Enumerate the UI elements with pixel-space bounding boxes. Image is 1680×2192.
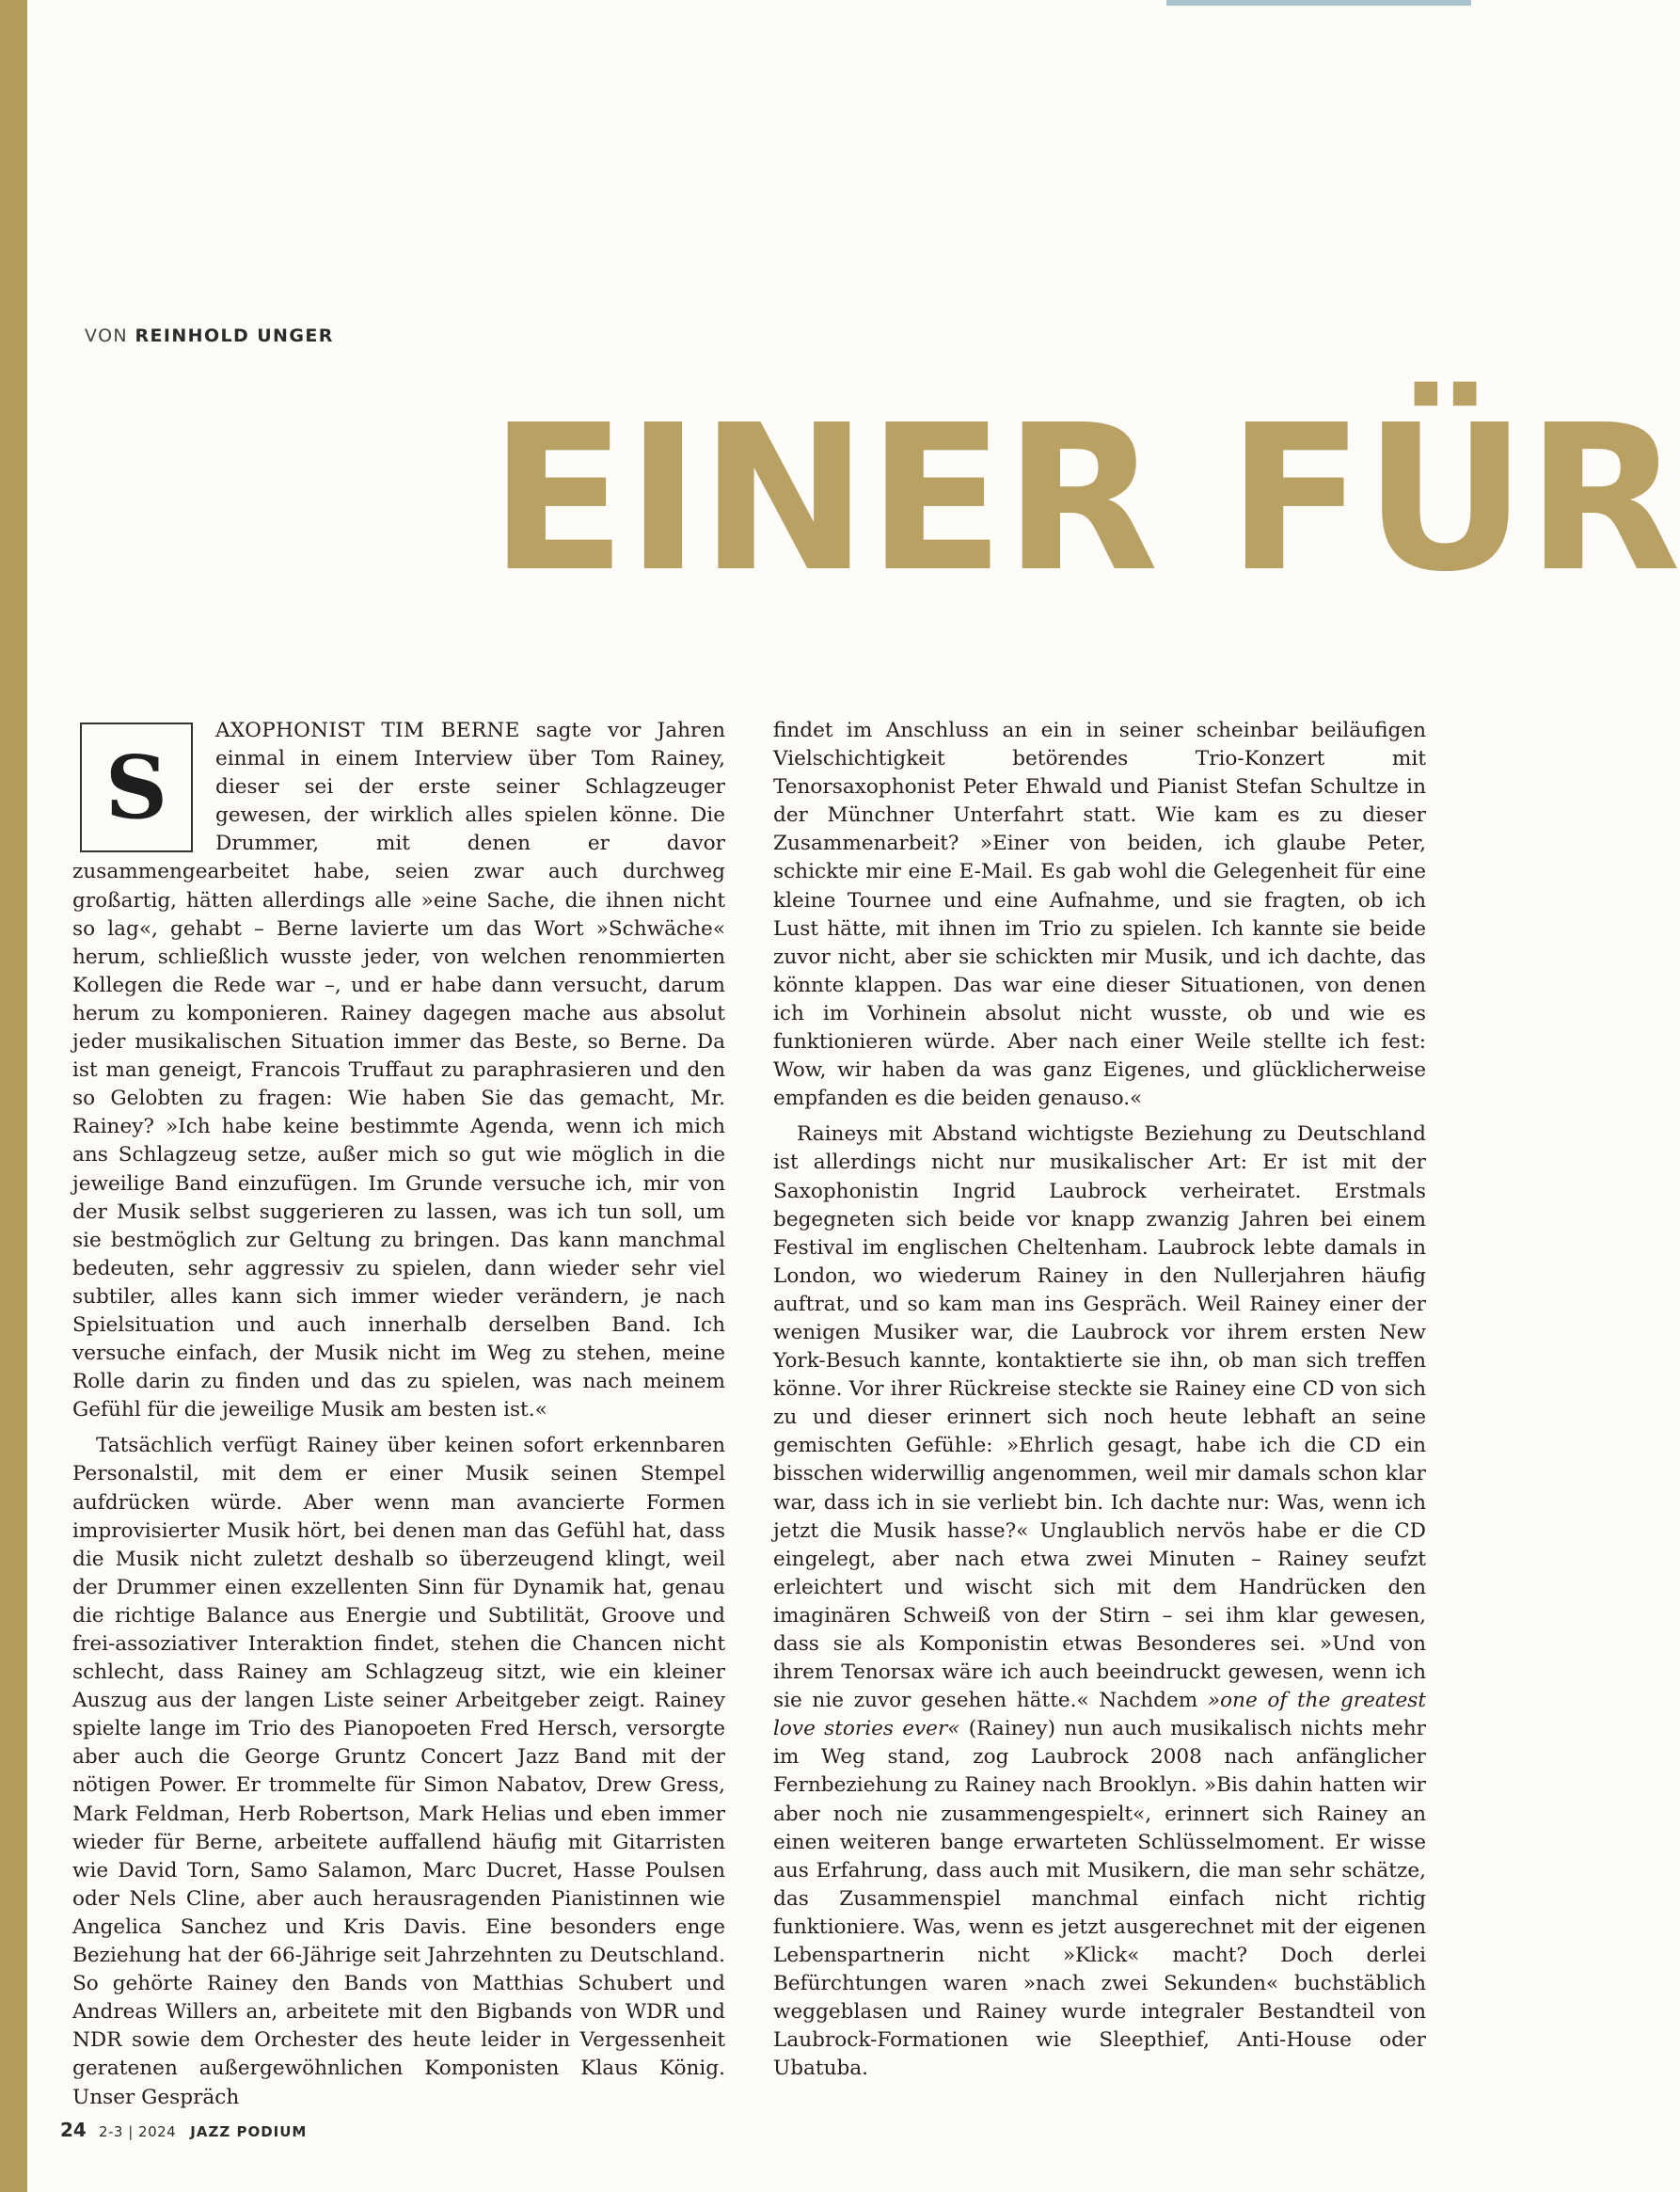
page-footer xyxy=(60,2119,307,2141)
paragraph-3-text-a: Raineys mit Abstand wichtigste Beziehung zu Deutschland ist allerdings nicht nur musikalischer Art: Er ist mit der Saxophonistin Ingrid Laubrock verheiratet. Erstmals begegneten sich beide vor knapp zwanzig Jahren bei einem Festival im englischen Cheltenham. Laubrock lebte damals in London, wo wiederum Rainey in den Nullerjahren häufig auftrat, und so kam man ins Gespräch. Weil Rainey einer der wenigen Musiker war, die Laubrock vor ihrem ersten New York-Besuch kannte, kontaktierte sie ihn, ob man sich treffen könne. Vor ihrer Rückreise steckte sie Rainey eine CD von sich zu und dieser erinnert sich noch heute lebhaft an seine gemischten Gefühle: »Ehrlich gesagt, habe ich die CD ein bisschen widerwillig angenommen, weil mir damals schon klar war, dass ich in sie verliebt bin. Ich dachte nur: Was, wenn ich jetzt die Musik hasse?« Unglaublich nervös habe er die CD eingelegt, aber nach etwa zwei Minuten – Rainey seufzt erleichtert und wischt sich mit dem Handrücken den imaginären Schweiß von der Stirn – sei ihm klar gewesen, dass sie als Komponistin etwas Besonderes sei. »Und von ihrem Tenorsax wäre ich auch beeindruckt gewesen, wenn ich sie nie zuvor gesehen hätte.« Nachdem xyxy=(773,1122,1426,1713)
article-column-right xyxy=(773,717,1426,2084)
article-paragraph-1 xyxy=(72,717,725,1424)
article-column-left xyxy=(72,717,725,2112)
lead-in: AXOPHONIST TIM BERNE xyxy=(215,719,520,742)
paragraph-3-text-b: (Rainey) nun auch musikalisch nichts mehr im Weg stand, zog Laubrock 2008 nach anfänglicher Fernbeziehung zu Rainey nach Brooklyn. »Bis dahin hatten wir aber noch nie zusammengespielt«, erinnert sich Rainey an einen weiteren bange erwarteten Schlüsselmoment. Er wisse aus Erfahrung, dass auch mit Musikern, die man sehr schätze, das Zusammenspiel manchmal einfach nicht richtig funktioniere. Was, wenn es jetzt ausgerechnet mit der eigenen Lebenspartnerin nicht »Klick« macht? Doch derlei Befürchtungen waren »nach zwei Sekunden« buchstäblich weggeblasen und Rainey wurde integraler Bestandteil von Laubrock-Formationen wie Sleepthief, Anti-House oder Ubatuba. xyxy=(773,1717,1426,2081)
article-paragraph-2-continued: findet im Anschluss an ein in seiner scheinbar beiläufigen Vielschichtigkeit betörendes Trio-Konzert mit Tenorsaxophonist Peter Ehwald und Pianist Stefan Schultze in der Münchner Unterfahrt statt. Wie kam es zu dieser Zusammenarbeit? »Einer von beiden, ich glaube Peter, schickte mir eine E-Mail. Es gab wohl die Gelegenheit für eine kleine Tournee und eine Aufnahme, und sie fragten, ob ich Lust hätte, mit ihnen im Trio zu spielen. Ich kannte sie beide zuvor nicht, aber sie schickten mir Musik, und ich dachte, das könnte klappen. Das war eine dieser Situationen, von denen ich im Vorhinein absolut nicht wusste, ob und wie es funktionieren würde. Aber nach einer Weile stellte ich fest: Wow, wir haben da was ganz Eigenes, und glücklicherweise empfanden es die beiden genauso.« xyxy=(773,719,1426,1111)
issue-number: 2-3 | 2024 xyxy=(98,2123,177,2140)
article-paragraph-2: Tatsächlich verfügt Rainey über keinen sofort erkennbaren Personalstil, mit dem er einer Musik seinen Stempel aufdrücken würde. Aber wenn man avancierte Formen improvisierter Musik hört, bei denen man das Gefühl hat, dass die Musik nicht zuletzt deshalb so überzeugend klingt, weil der Drummer einen exzellenten Sinn für Dynamik hat, genau die richtige Balance aus Energie und Subtilität, Groove und frei-assoziativer Interaktion findet, stehen die Chancen nicht schlecht, dass Rainey am Schlagzeug sitzt, wie ein kleiner Auszug aus der langen Liste seiner Arbeitgeber zeigt. Rainey spielte lange im Trio des Pianopoeten Fred Hersch, versorgte aber auch die George Gruntz Concert Jazz Band mit der nötigen Power. Er trommelte für Simon Nabatov, Drew Gress, Mark Feldman, Herb Robertson, Mark Helias und eben immer wieder für Berne, arbeitete auffallend häufig mit Gitarristen wie David Torn, Samo Salamon, Marc Ducret, Hasse Poulsen oder Nels Cline, aber auch herausragenden Pianistinnen wie Angelica Sanchez und Kris Davis. Eine besonders enge Beziehung hat der 66-Jährige seit Jahrzehnten zu Deutschland. So gehörte Rainey den Bands von Matthias Schubert und Andreas Willers an, arbeitete mit den Bigbands von WDR und NDR sowie dem Orchester des heute leider in Vergessenheit geratenen außergewöhnlichen Komponisten Klaus König. Unser Gespräch xyxy=(72,1434,725,2109)
article-headline: EINER FÜR xyxy=(489,382,1680,616)
page-number: 24 xyxy=(60,2119,87,2141)
byline xyxy=(85,326,334,346)
magazine-name: JAZZ PODIUM xyxy=(190,2123,308,2140)
drop-cap: S xyxy=(80,723,193,852)
byline-prefix: VON xyxy=(85,326,129,346)
page-edge-accent-bar xyxy=(0,0,27,2192)
paragraph-3-quote: »one of the greatest love stories ever« xyxy=(773,1689,1426,1741)
byline-author: REINHOLD UNGER xyxy=(135,326,334,346)
paragraph-1-text: sagte vor Jahren einmal in einem Interview über Tom Rainey, dieser sei der erste seiner Schlagzeuger gewesen, der wirklich alles spielen könne. Die Drummer, mit denen er davor zusammengearbeitet habe, seien zwar auch durchweg großartig, hätten allerdings alle »eine Sache, die ihnen nicht so lag«, gehabt – Berne lavierte um das Wort »Schwäche« herum, schließlich wusste jeder, von welchen renommierten Kollegen die Rede war –, und er habe dann versucht, darum herum zu komponieren. Rainey dagegen mache aus absolut jeder musikalischen Situation immer das Beste, so Berne. Da ist man geneigt, Francois Truffaut zu paraphrasieren und den so Gelobten zu fragen: Wie haben Sie das gemacht, Mr. Rainey? »Ich habe keine bestimmte Agenda, wenn ich mich ans Schlagzeug setze, außer mich so gut wie möglich in die jeweilige Band einzufügen. Im Grunde versuche ich, mir von der Musik selbst suggerieren zu lassen, was ich tun soll, um sie bestmöglich zur Geltung zu bringen. Das kann manchmal bedeuten, sehr aggressiv zu spielen, dann wieder sehr viel subtiler, alles kann sich immer wieder verändern, je nach Spielsituation und auch innerhalb derselben Band. Ich versuche einfach, der Musik nicht im Weg zu stehen, meine Rolle darin zu finden und das zu spielen, was nach meinem Gefühl für die jeweilige Musik am besten ist.« xyxy=(72,719,725,1422)
top-color-strip xyxy=(1166,0,1471,6)
article-paragraph-3 xyxy=(773,1120,1426,2083)
